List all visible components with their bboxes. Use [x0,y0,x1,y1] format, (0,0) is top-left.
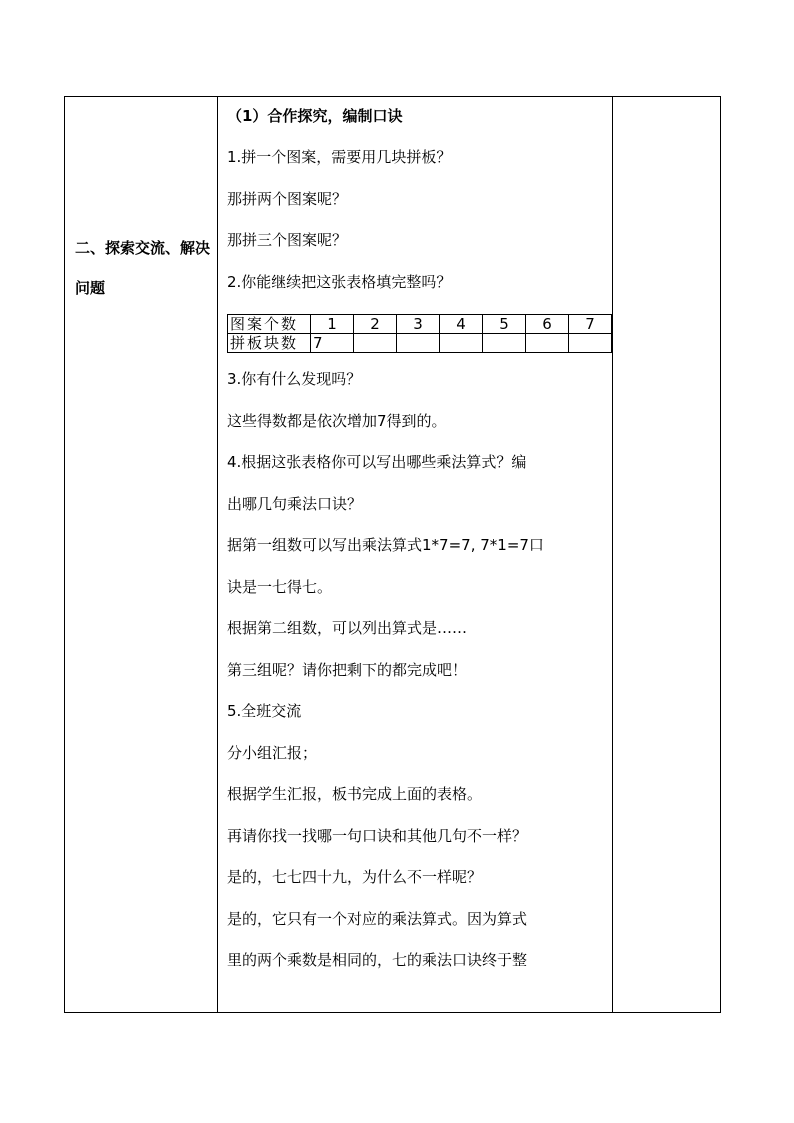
lesson-plan-table [64,96,721,1013]
notes-cell [613,97,721,1013]
pattern-count-cell: 2 [354,315,397,334]
section-title: 二、探索交流、解决问题 [75,239,211,297]
content-line: 诀是一七得七。 [227,577,333,596]
content-line: 里的两个乘数是相同的，七的乘法口诀终于整 [227,951,528,969]
content-line: 出哪几句乘法口诀？ [227,494,363,513]
piece-count-cell: 7 [311,334,354,353]
content-line: 是的，七七四十九，为什么不一样呢？ [227,868,483,886]
content-heading: （1）合作探究，编制口诀 [227,107,403,125]
pattern-count-cell: 6 [526,315,569,334]
piece-count-cell [526,334,569,353]
content-line: 2.你能继续把这张表格填完整吗？ [227,272,452,291]
content-line: 根据学生汇报，板书完成上面的表格。 [227,785,483,803]
section-cell [65,97,218,1013]
content-line: 4.根据这张表格你可以写出哪些乘法算式？编 [227,453,527,471]
piece-count-cell [397,334,440,353]
content-line: 那拼两个图案呢？ [227,189,348,208]
content-line: 再请你找一找哪一句口诀和其他几句不一样？ [227,826,528,845]
content-cell [218,97,613,1013]
piece-count-cell [440,334,483,353]
pattern-count-cell: 7 [569,315,612,334]
table-row [228,334,612,353]
content-line: 5.全班交流 [227,702,302,720]
pattern-count-cell: 5 [483,315,526,334]
pattern-count-cell: 4 [440,315,483,334]
row-label-pieces: 拼板块数 [228,334,311,353]
content-line: 3.你有什么发现吗？ [227,370,362,388]
piece-count-cell [483,334,526,353]
piece-count-cell [569,334,612,353]
content-body [218,97,612,991]
piece-count-cell [354,334,397,353]
content-line: 根据第二组数，可以列出算式是…… [227,619,468,637]
pattern-table-wrap [227,312,612,368]
content-line: 1.拼一个图案，需要用几块拼板？ [227,148,452,166]
content-line: 那拼三个图案呢？ [227,231,348,249]
content-line: 分小组汇报； [227,743,318,762]
content-line: 这些得数都是依次增加7得到的。 [227,411,447,430]
pattern-count-cell: 1 [311,315,354,334]
content-line: 第三组呢？请你把剩下的都完成吧！ [227,660,468,679]
content-line: 据第一组数可以写出乘法算式1*7=7, 7*1=7口 [227,536,544,554]
row-label-patterns: 图案个数 [228,315,311,334]
table-row [228,315,612,334]
content-line: 是的，它只有一个对应的乘法算式。因为算式 [227,909,528,928]
pattern-table [227,314,612,353]
pattern-count-cell: 3 [397,315,440,334]
